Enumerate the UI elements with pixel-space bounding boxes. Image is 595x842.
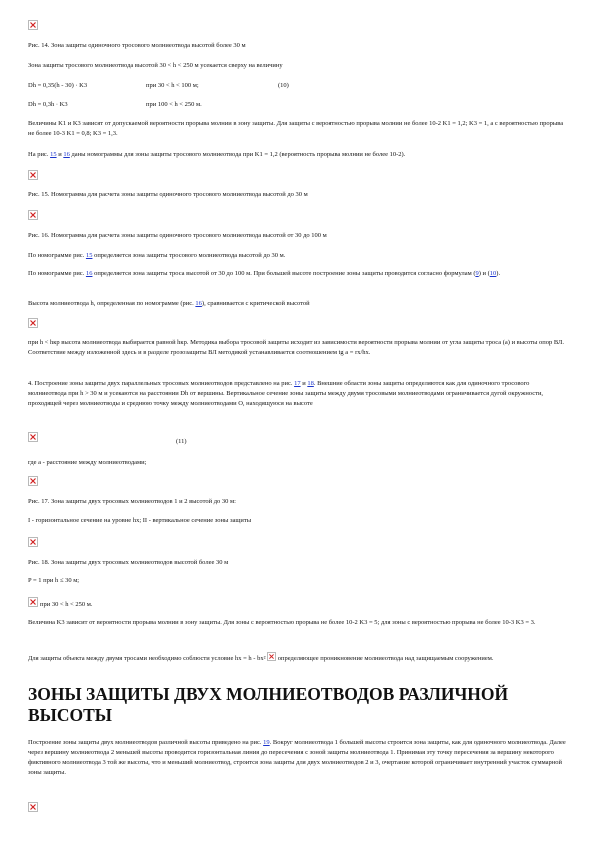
eq10-number: (10) [278, 82, 289, 89]
last-paragraph [28, 738, 568, 778]
broken-image-icon [28, 537, 38, 547]
text: Высота молниеотвода h, определенная по номограмме (рис. [28, 300, 194, 307]
link-fig16[interactable]: 16 [85, 270, 93, 277]
text: и [302, 380, 306, 387]
broken-image-icon [28, 432, 38, 442]
link-fig15[interactable]: 15 [50, 151, 57, 158]
link-formula-9[interactable]: 9 [475, 270, 479, 277]
broken-image-icon [28, 20, 38, 30]
text: ), сравнивается с критической высотой [201, 300, 310, 307]
text: и [58, 151, 62, 158]
text: На рис. [28, 151, 49, 158]
p-range-condition: при 30 < h < 250 м. [40, 601, 93, 608]
fig15-paragraph [28, 251, 568, 261]
equation-10b [28, 100, 568, 110]
link-fig19[interactable]: 19 [263, 739, 270, 746]
text: ) и ( [478, 270, 490, 277]
p-equals-1: P = 1 при h ≤ 30 м; [28, 577, 80, 584]
nomograms-paragraph [28, 150, 568, 160]
height-paragraph [28, 299, 568, 309]
condition-paragraph [28, 652, 568, 664]
link-fig18[interactable]: 18 [307, 380, 314, 387]
text: 4. Построение зоны защиты двух параллельных тросовых молниеотводов представлено на рис. [28, 380, 293, 387]
text: определяется зона защиты троса высотой от 30 до 100 м. При большей высоте построение зоны защиты проводится согласно формулам ( [94, 270, 476, 277]
fig17-legend: I - горизонтальное сечение на уровне hx; II - вертикальное сечение зоны защиты [28, 517, 252, 524]
text: ). [496, 270, 501, 277]
zone-limit-paragraph: Зона защиты тросового молниеотвода высотой 30 < h < 250 м усекается сверху на величину [28, 62, 283, 69]
broken-image-icon [28, 476, 38, 486]
eq10a-condition: при 30 < h < 100 м; [146, 82, 199, 89]
eq10b-formula: Dh = 0,3h · K3 [28, 101, 68, 108]
broken-image-icon [28, 170, 38, 180]
fig18-caption: Рис. 18. Зона защиты двух тросовых молниеотводов высотой более 30 м [28, 559, 229, 566]
where-a-paragraph: где а - расстояние между молниеотводами; [28, 459, 147, 466]
broken-image-icon [267, 652, 276, 661]
section-heading: ЗОНЫ ЗАЩИТЫ ДВУХ МОЛНИЕОТВОДОВ РАЗЛИЧНОЙ ВЫСОТЫ [28, 684, 509, 725]
eq10b-condition: при 100 < h < 250 м. [146, 101, 202, 108]
text: определяющее проникновение молниеотвода над защищаемым сооружением. [277, 655, 494, 662]
link-formula-10[interactable]: 10 [489, 270, 497, 277]
item4-paragraph [28, 379, 568, 409]
text: определяется зона защиты тросового молниеотвода высотой до 30 м. [94, 252, 286, 259]
equation-10a [28, 81, 568, 91]
link-fig17[interactable]: 17 [294, 380, 301, 387]
broken-image-icon [28, 597, 38, 607]
k3-paragraph: Величина K3 зависит от вероятности прорыва молнии в зону защиты. Для зоны с вероятностью прорыва не более 10-2 K3 = 5; для зоны с вероятностью прорыва не более 10-3 K3 = 3. [28, 619, 536, 626]
fig16-paragraph [28, 269, 568, 279]
values-paragraph: Величины K1 и K3 зависят от допускаемой вероятности прорыва молнии в зону защиты. Для защиты с вероятностью прорыва молнии не более 10-2 K1 = 1,2; K3 = 1, а с вероятностью прорыва не более 10-3 K1 = 0,8; K3 = 1,3. [28, 120, 564, 137]
text: . Внешние области зоны защиты определяются как для одиночного тросового молниеотвода при h > 30 м и усекаются на расстоянии Dh от вершины. Вертикальное сечение зоны защиты между двумя тросовыми молниеотводами ограничивается дугой окружности, проходящей через молниеотводы и среднюю точку между молниеотводами O, находящуюся на высоте [28, 380, 544, 407]
broken-image-icon [28, 802, 38, 812]
fig15-caption: Рис. 15. Номограмма для расчета зоны защиты одиночного тросового молниеотвода высотой до 30 м [28, 191, 308, 198]
text: По номограмме рис. [28, 252, 85, 259]
link-fig16[interactable]: 16 [63, 151, 70, 158]
eq11-number: (11) [176, 438, 187, 445]
formula: hx = h - bx² [234, 655, 266, 662]
fig16-caption: Рис. 16. Номограмма для расчета зоны защиты одиночного тросового молниеотвода высотой от 30 до 100 м [28, 232, 327, 239]
text: . Вокруг молниеотвода 1 большей высоты строится зона защиты, как для одиночного молниеотвода. Далее через вершину молниеотвода 2 меньшей высоты проводится горизонтальная линия до пересечения с зоной защиты молниеотвода 1. Принимая эту точку пересечения за вершину некоторого фиктивного молниеотвода 3 той же высоты, что и меньший молниеотвод, строится зона защиты для двух молниеотводов 2 и 3, очертание которой ограничивает внутренний участок суммарной зоны защиты. [28, 739, 566, 776]
link-fig15[interactable]: 15 [85, 252, 93, 259]
hcr-paragraph: при h < hкр высота молниеотвода выбирается равной hкр. Методика выбора тросовой защиты исходит из зависимости вероятности прорыва молнии от угла защиты троса (a) и высоты опор ВЛ. Соответствие между изложенной здесь и в разделе грозозащиты ВЛ методикой устанавливается соотношением tg a = rx/hx. [28, 339, 564, 356]
fig17-caption: Рис. 17. Зона защиты двух тросовых молниеотводов 1 и 2 высотой до 30 м: [28, 498, 236, 505]
eq10a-formula: Dh = 0,35(h - 30) · K3 [28, 82, 88, 89]
text: Построение зоны защиты двух молниеотводов различной высоты приведено на рис. [28, 739, 262, 746]
broken-image-icon [28, 318, 38, 328]
text: даны номограммы для зоны защиты тросового молниеотвода при K1 = 1,2 (вероятность прорыва молнии не более 10-2). [71, 151, 406, 158]
fig14-caption: Рис. 14. Зона защиты одиночного тросового молниеотвода высотой более 30 м [28, 42, 246, 49]
text: По номограмме рис. [28, 270, 85, 277]
link-fig16[interactable]: 16 [195, 300, 202, 307]
text: Для защиты объекта между двумя тросами необходимо соблюсти условие [28, 655, 234, 662]
broken-image-icon [28, 210, 38, 220]
